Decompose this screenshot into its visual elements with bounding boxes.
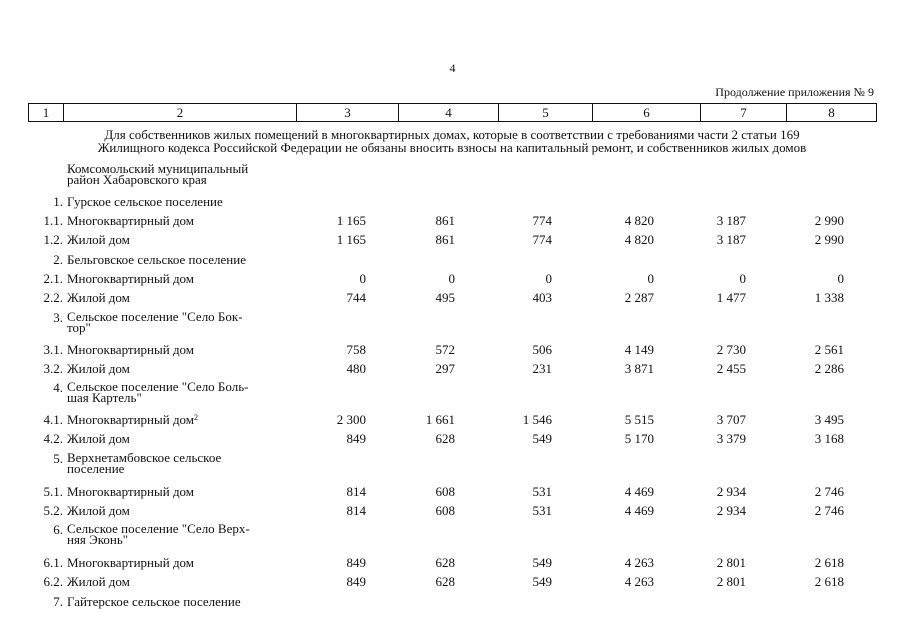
continuation-label: Продолжение приложения № 9	[715, 85, 874, 99]
row-name	[67, 575, 297, 588]
footnote-marker: 2	[194, 413, 199, 422]
page-number: 4	[449, 61, 456, 75]
row-name	[67, 233, 297, 246]
row-value: 628	[435, 555, 455, 570]
row-number: 5.	[53, 451, 63, 466]
row-value: 0	[837, 271, 844, 286]
row-name	[67, 523, 297, 545]
row-name	[67, 272, 297, 285]
row-name-line: Гурское сельское поселение	[67, 194, 223, 209]
row-value: 1 661	[425, 412, 455, 427]
row-name-line: Гайтерское сельское поселение	[67, 594, 241, 609]
row-number: 6.2.	[43, 574, 63, 589]
row-value: 3 379	[716, 431, 746, 446]
column-header: 4	[399, 104, 499, 122]
row-value: 2 990	[814, 213, 844, 228]
row-value: 2 561	[814, 342, 844, 357]
row-number: 7.	[53, 594, 63, 609]
row-name	[67, 214, 297, 227]
row-value: 531	[532, 503, 552, 518]
row-value: 608	[435, 503, 455, 518]
row-value: 506	[532, 342, 552, 357]
row-value: 549	[532, 574, 552, 589]
row-value: 2 300	[336, 412, 366, 427]
row-name	[67, 291, 297, 304]
column-header: 6	[593, 104, 701, 122]
row-number: 6.	[53, 522, 63, 537]
row-value: 297	[435, 361, 455, 376]
row-value: 628	[435, 431, 455, 446]
row-value: 2 618	[814, 555, 844, 570]
row-name-line: Жилой дом	[67, 431, 130, 446]
row-number: 4.2.	[43, 431, 63, 446]
row-value: 2 746	[814, 503, 844, 518]
row-name	[67, 556, 297, 569]
row-number: 2.2.	[43, 290, 63, 305]
row-name-line: Бельговское сельское поселение	[67, 252, 246, 267]
row-value: 1 546	[522, 412, 552, 427]
row-name	[67, 485, 297, 498]
row-number: 4.	[53, 380, 63, 395]
row-value: 2 934	[716, 503, 746, 518]
row-name-line: Жилой дом	[67, 232, 130, 247]
row-name-line: Многоквартирный дом$^2$	[67, 412, 199, 427]
row-name-line: Сельское поселение "Село Верх-	[67, 521, 250, 536]
row-name	[67, 311, 297, 333]
row-value: 2 618	[814, 574, 844, 589]
row-value: 849	[346, 555, 366, 570]
row-value: 849	[346, 431, 366, 446]
column-header: 8	[787, 104, 877, 122]
row-value: 2 730	[716, 342, 746, 357]
row-value: 572	[435, 342, 455, 357]
row-number: 3.	[53, 310, 63, 325]
row-value: 1 338	[814, 290, 844, 305]
row-value: 774	[532, 232, 552, 247]
row-value: 861	[435, 232, 455, 247]
row-name	[67, 504, 297, 517]
row-value: 774	[532, 213, 552, 228]
section-note	[28, 128, 876, 154]
row-value: 814	[346, 503, 366, 518]
row-name-line: поселение	[67, 461, 125, 476]
row-value: 2 990	[814, 232, 844, 247]
row-value: 4 820	[624, 232, 654, 247]
column-header: 3	[297, 104, 399, 122]
row-value: 0	[448, 271, 455, 286]
row-value: 4 469	[624, 503, 654, 518]
row-name-line: тор"	[67, 320, 91, 335]
row-number: 1.2.	[43, 232, 63, 247]
column-number-header	[28, 103, 877, 122]
column-header: 2	[64, 104, 297, 122]
row-name-line: Многоквартирный дом	[67, 342, 195, 357]
row-value: 403	[532, 290, 552, 305]
row-value: 744	[346, 290, 366, 305]
row-name-line: Многоквартирный дом	[67, 271, 195, 286]
row-name	[67, 595, 297, 608]
row-name	[67, 362, 297, 375]
row-value: 1 165	[336, 213, 366, 228]
row-value: 758	[346, 342, 366, 357]
row-value: 480	[346, 361, 366, 376]
row-value: 1 165	[336, 232, 366, 247]
row-value: 2 934	[716, 484, 746, 499]
header-row	[29, 104, 877, 122]
row-name	[67, 163, 297, 185]
row-name-line: Верхнетамбовское сельское	[67, 450, 222, 465]
row-number: 1.1.	[43, 213, 63, 228]
row-number: 4.1.	[43, 412, 63, 427]
row-value: 3 871	[624, 361, 654, 376]
row-value: 4 469	[624, 484, 654, 499]
row-value: 4 263	[624, 555, 654, 570]
row-value: 231	[532, 361, 552, 376]
row-name	[67, 452, 297, 474]
row-value: 4 820	[624, 213, 654, 228]
row-value: 608	[435, 484, 455, 499]
row-value: 2 746	[814, 484, 844, 499]
row-value: 0	[545, 271, 552, 286]
row-name-line: Жилой дом	[67, 361, 130, 376]
row-number: 3.2.	[43, 361, 63, 376]
row-number: 2.1.	[43, 271, 63, 286]
row-name-line: Жилой дом	[67, 503, 130, 518]
row-value: 628	[435, 574, 455, 589]
row-value: 861	[435, 213, 455, 228]
row-value: 5 170	[624, 431, 654, 446]
row-name-line: Многоквартирный дом	[67, 484, 195, 499]
row-name	[67, 413, 297, 426]
column-header: 7	[701, 104, 787, 122]
row-value: 2 455	[716, 361, 746, 376]
row-name	[67, 195, 297, 208]
row-value: 3 187	[716, 213, 746, 228]
row-value: 5 515	[624, 412, 654, 427]
row-value: 3 495	[814, 412, 844, 427]
row-value: 531	[532, 484, 552, 499]
row-value: 2 287	[624, 290, 654, 305]
row-value: 3 187	[716, 232, 746, 247]
section-note-line: Жилищного кодекса Российской Федерации не обязаны вносить взносы на капитальный ремонт, и собственников жилых домов	[97, 140, 807, 155]
row-value: 849	[346, 574, 366, 589]
row-value: 2 286	[814, 361, 844, 376]
row-name-line: Сельское поселение "Село Боль-	[67, 379, 249, 394]
row-name-line: Жилой дом	[67, 290, 130, 305]
row-name-line: Многоквартирный дом	[67, 555, 195, 570]
row-name	[67, 381, 297, 403]
row-value: 3 168	[814, 431, 844, 446]
row-name-line: Многоквартирный дом	[67, 213, 195, 228]
column-header: 5	[499, 104, 593, 122]
row-name	[67, 432, 297, 445]
row-name-line: Комсомольский муниципальный	[67, 161, 249, 176]
row-value: 0	[739, 271, 746, 286]
row-number: 2.	[53, 252, 63, 267]
row-number: 1.	[53, 194, 63, 209]
column-header: 1	[29, 104, 64, 122]
row-number: 5.1.	[43, 484, 63, 499]
row-value: 1 477	[716, 290, 746, 305]
row-name	[67, 343, 297, 356]
row-number: 5.2.	[43, 503, 63, 518]
row-value: 0	[647, 271, 654, 286]
row-name-line: Жилой дом	[67, 574, 130, 589]
row-value: 549	[532, 431, 552, 446]
row-value: 814	[346, 484, 366, 499]
section-note-line: Для собственников жилых помещений в многоквартирных домах, которые в соответствии с требованиями части 2 статьи 169	[104, 127, 800, 142]
row-value: 495	[435, 290, 455, 305]
row-name-line: Сельское поселение "Село Бок-	[67, 309, 243, 324]
row-value: 2 801	[716, 555, 746, 570]
row-value: 3 707	[716, 412, 746, 427]
row-name-line: район Хабаровского края	[67, 172, 207, 187]
row-value: 4 149	[624, 342, 654, 357]
row-value: 549	[532, 555, 552, 570]
row-value: 2 801	[716, 574, 746, 589]
row-name	[67, 253, 297, 266]
row-number: 3.1.	[43, 342, 63, 357]
row-name-line: шая Картель"	[67, 390, 142, 405]
row-name-line: няя Эконь"	[67, 532, 129, 547]
row-value: 0	[359, 271, 366, 286]
row-number: 6.1.	[43, 555, 63, 570]
row-value: 4 263	[624, 574, 654, 589]
